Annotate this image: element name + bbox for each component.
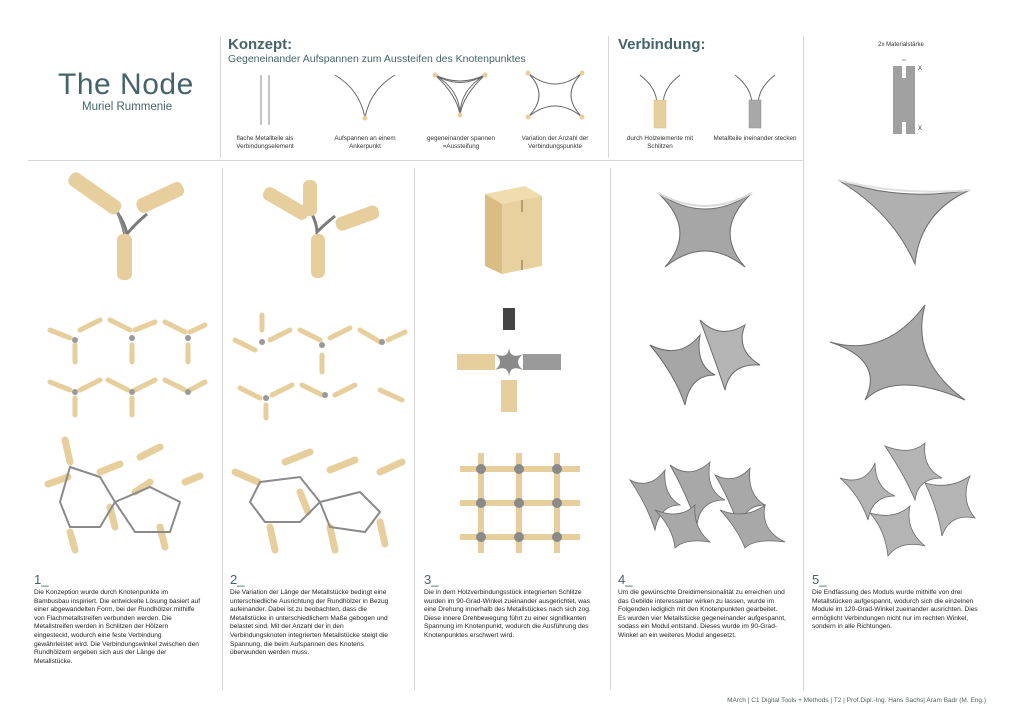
verbindung-heading: Verbindung: xyxy=(618,36,706,53)
node-2-single-image xyxy=(255,172,395,282)
divider-v-col3 xyxy=(610,168,611,690)
node-3-grid-pattern xyxy=(450,448,590,558)
node-2-pattern-plan xyxy=(230,300,410,420)
metal-modules-cluster xyxy=(625,450,795,550)
wood-connector-block-image xyxy=(470,182,560,282)
metal-modules-combined xyxy=(640,305,770,410)
step-number-2: 2_ xyxy=(230,572,245,587)
divider-v-2 xyxy=(608,36,609,158)
metal-star-module-image xyxy=(650,185,760,275)
divider-v-col1 xyxy=(222,168,223,690)
final-module-perspective xyxy=(830,172,980,272)
divider-h-top xyxy=(28,160,803,161)
dimension-mark-top: X xyxy=(918,66,923,72)
final-module-plan xyxy=(825,300,975,410)
verbindung-caption-2: Metallteile ineinander stecken xyxy=(713,135,797,142)
dimension-mark-bottom: X xyxy=(918,126,923,132)
footer-credits: MArch | C1 Digital Tools + Methods | T2 | Prof.Dipl.-Ing. Hans Sachs| Aram Badr (M. Eng.) xyxy=(727,697,986,704)
metal-strip-dimension-drawing xyxy=(890,58,930,138)
author-name: Muriel Rummenie xyxy=(82,101,173,113)
node-1-pattern-plan xyxy=(40,300,210,420)
konzept-diagram-anchor xyxy=(330,70,400,125)
konzept-diagram-bracing xyxy=(425,65,495,125)
konzept-heading: Konzept: xyxy=(228,36,293,53)
verbindung-wood-diagram xyxy=(635,70,685,130)
step-text-5: Die Endfassung des Moduls wurde mithilfe von drei Metallstücken aufgespannt, wodurch sich die einzelnen Module im 120-Grad-Winkel zueinander ausrichten. Dies ermöglicht Verbindungen nicht nur im rechten Winkel, sondern in alle Richtungen. xyxy=(812,589,978,631)
step-text-1: Die Konzeption wurde durch Knotenpunkte im Bambusbau inspiriert. Die entwickelte Lösung basiert auf einer abgewandelten Form, bei der Rundhölzer mithilfe von Flachmetallstreifen verbunden werden. Die Metallstreifen werden in Schlitzen der Hölzern eingesteckt, wodurch eine feste Verbindung gewährleistet wird. Die Verbindungswinkel zwischen den Rundhölzern ergeben sich aus der Länge der Metallstücke. xyxy=(34,589,201,665)
step-text-2: Die Variation der Länge der Metallstücke bedingt eine unterschiedliche Ausrichtung der Rundhölzer in Bezug aufeinander. Dabei ist zu beobachten, dass die Metallstücke in unterschiedlichem Maße gebogen und belastet sind. Mit der Anzahl der in den Verbindungsknoten integrierten Metallstücke steigt die Spannung, die beim Aufspannen des Knotens überwunden werden muss. xyxy=(230,589,389,657)
verbindung-metal-diagram xyxy=(730,70,780,130)
divider-v-1 xyxy=(220,36,221,158)
konzept-caption-3: gegeneinander spannen =Aussteifung xyxy=(427,135,495,150)
step-number-5: 5_ xyxy=(812,572,827,587)
node-1-single-image xyxy=(55,172,195,282)
divider-v-col2 xyxy=(414,168,415,690)
divider-v-3 xyxy=(803,36,804,691)
node-2-pattern-perspective xyxy=(230,432,410,552)
step-number-3: 3_ xyxy=(424,572,439,587)
node-1-pattern-perspective xyxy=(40,432,210,552)
step-text-4: Um die gewünschte Dreidimensionalität zu erreichen und das Gebilde interessanter wirken zu lassen, wurde im Folgenden lediglich mit den Knotenpunkten gearbeitet. Es wurden vier Metallstücke gegeneinander aufgespannt, sodass ein Modul entstand. Dieses wurde im 90-Grad-Winkel an ein weiteres Modul angesetzt. xyxy=(618,589,786,639)
final-modules-assembly xyxy=(830,438,980,558)
konzept-caption-2: Aufspannen an einem Ankerpunkt xyxy=(334,135,396,150)
konzept-diagram-variation xyxy=(520,65,590,125)
konzept-subheading: Gegeneinander Aufspannen zum Aussteifen des Knotenpunktes xyxy=(228,53,526,65)
dimension-label: 2x Materialstärke xyxy=(878,42,924,48)
konzept-diagram-flat-strips xyxy=(250,70,280,130)
step-number-1: 1_ xyxy=(34,572,49,587)
verbindung-caption-1: durch Holzelemente mit Schlitzen xyxy=(626,135,694,150)
page-title: The Node xyxy=(58,68,194,101)
step-text-3: Die in dem Holzverbindungsstück integrierten Schlitze wurden im 90-Grad-Winkel zueinander ausgerichtet, was eine Drehung innerhalb des Metallstückes nach sich zog. Diese innere Drehbewegung führt zu einer signifikanten Spannung im Knotenpunkt, wodurch die Ausführung des Knotenpunktes erschwert wird. xyxy=(424,589,591,639)
step-number-4: 4_ xyxy=(618,572,633,587)
konzept-caption-4: Variation der Anzahl der Verbindungspunkte xyxy=(521,135,589,150)
node-3-cross-plan xyxy=(455,306,565,416)
konzept-caption-1: flache Metallteile als Verbindungselement xyxy=(236,135,294,150)
